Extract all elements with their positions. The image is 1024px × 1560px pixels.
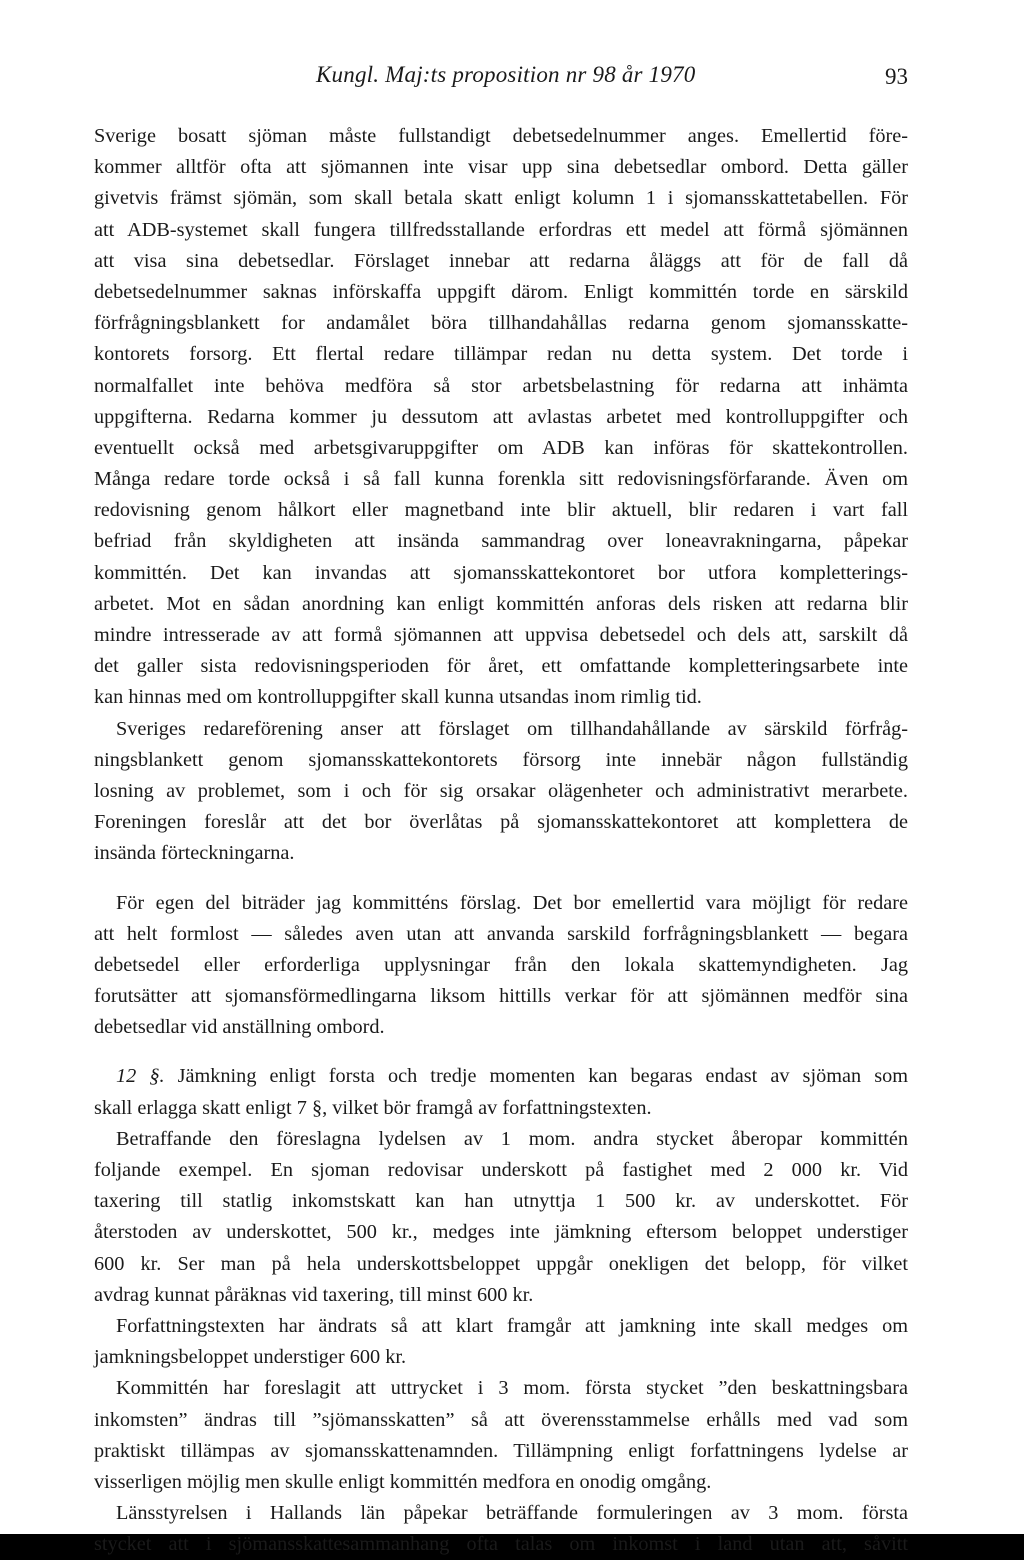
text-line: Sverige bosatt sjöman måste fullstandigt debetsedelnummer anges. Emellertid före- [94, 125, 908, 147]
text-line: losning av problemet, som i och för sig orsakar olägenheter och administrativt merarbete. [94, 779, 908, 802]
text-line [94, 1061, 908, 1092]
section-text: Jämkning enligt forsta och tredje momenten kan begaras endast av sjöman som [164, 1065, 909, 1088]
text-line: inkomsten” ändras till ”sjömansskatten” så att överensstammelse erhålls med vad som [94, 1408, 908, 1431]
page-number: 93 [885, 64, 908, 89]
paragraph-ministers-view [94, 888, 908, 1044]
text-line: avdrag kunnat påräknas vid taxering, till minst 600 kr. [94, 1283, 534, 1306]
text-line: Forfattningstexten har ändrats så att klart framgår att jamkning inte skall medges om [116, 1314, 908, 1337]
text-line: skall erlagga skatt enligt 7 §, vilket bör framgå av forfattningstexten. [94, 1096, 652, 1119]
text-line: mindre intresserade av att formå sjömannen att uppvisa debetsedel och dels att, sarskilt då [94, 624, 908, 646]
text-line: Betraffande den föreslagna lydelsen av 1 mom. andra stycket åberopar kommittén [116, 1127, 908, 1150]
body-text [94, 121, 908, 1560]
text-line: 600 kr. Ser man på hela underskottsbeloppet uppgår onekligen det belopp, för vilket [94, 1252, 908, 1275]
paragraph-gap [94, 870, 908, 888]
text-line: givetvis främst sjömän, som skall betala skatt enligt kolumn 1 i sjomansskattetabellen. För [94, 187, 908, 210]
text-line: befriad från skyldigheten att insända sammandrag over loneavrakningarna, påpekar [94, 530, 908, 553]
text-line: jamkningsbeloppet understiger 600 kr. [94, 1346, 407, 1369]
text-line: det galler sista redovisningsperioden för året, ett omfattande kompletteringsarbete inte [94, 655, 908, 678]
text-line: foljande exempel. En sjoman redovisar underskott på fastighet med 2 000 kr. Vid [94, 1159, 908, 1181]
text-line: praktiskt tillämpas av sjomansskattenamnden. Tillämpning enligt forfattningens lydelse ar [94, 1439, 908, 1462]
text-line: Många redare torde också i så fall kunna forenkla sitt redovisningsförfarande. Även om [94, 468, 908, 491]
text-line: förfrågningsblankett for andamålet böra tillhandahållas redarna genom sjomansskatte- [94, 312, 908, 335]
text-line: att helt formlost — således aven utan att anvanda sarskild forfrågningsblankett — begara [94, 922, 908, 945]
text-line: eventuellt också med arbetsgivaruppgifter om ADB kan införas för skattekontrollen. [94, 436, 908, 459]
text-line: uppgifterna. Redarna kommer ju dessutom att avlastas arbetet med kontrolluppgifter och [94, 405, 908, 428]
text-line: stycket att i sjömansskattesammanhang ofta talas om inkomst i land utan att, såvitt [94, 1533, 908, 1556]
text-line: Länsstyrelsen i Hallands län påpekar beträffande formuleringen av 3 mom. första [116, 1502, 908, 1525]
text-line: debetsedel eller erforderliga upplysningar från den lokala skattemyndigheten. Jag [94, 953, 908, 976]
text-line: Kommittén har foreslagit att uttrycket i 3 mom. första stycket ”den beskattningsbara [116, 1377, 908, 1400]
text-line: normalfallet inte behöva medföra så stor arbetsbelastning för redarna att inhämta [94, 374, 908, 397]
text-line: att visa sina debetsedlar. Förslaget innebar att redarna åläggs att för de fall då [94, 249, 908, 272]
text-line: forutsätter att sjomansförmedlingarna liksom hittills verkar för att sjömännen medför sina [94, 985, 908, 1008]
text-line: insända förteckningarna. [94, 842, 295, 865]
section-12 [94, 1061, 908, 1560]
paragraph-debetsedelnummer [94, 121, 908, 714]
page-header [94, 62, 908, 98]
text-line: visserligen möjlig men skulle enligt kommittén medfora en onodig omgång. [94, 1470, 712, 1493]
text-line: Sveriges redareförening anser att förslaget om tillhandahållande av särskild förfråg- [116, 717, 908, 740]
paragraph-gap [94, 1043, 908, 1061]
text-line: återstoden av underskottet, 500 kr., medges inte jämkning eftersom beloppet understiger [94, 1221, 908, 1244]
text-line: arbetet. Mot en sådan anordning kan enligt kommittén anforas dels risken att redarna blir [94, 592, 908, 615]
section-number: 12 §. [116, 1065, 165, 1088]
text-line: redovisning genom hålkort eller magnetband inte blir aktuell, blir redaren i vart fall [94, 499, 908, 522]
text-line: att ADB-systemet skall fungera tillfredsstallande erfordras ett medel att förmå sjömännen [94, 218, 908, 241]
text-line: kommittén. Det kan invandas att sjomansskattekontoret bor utfora kompletterings- [94, 561, 908, 584]
paragraph-redareforening [94, 714, 908, 870]
text-line: kan hinnas med om kontrolluppgifter skall kunna utsandas inom rimlig tid. [94, 686, 702, 709]
text-line: taxering till statlig inkomstskatt kan han utnyttja 1 500 kr. av underskottet. För [94, 1190, 908, 1213]
text-line: ningsblankett genom sjomansskattekontorets försorg inte innebär någon fullständig [94, 748, 908, 771]
text-line: För egen del biträder jag kommitténs förslag. Det bor emellertid vara möjligt för redare [116, 891, 908, 914]
running-title: Kungl. Maj:ts proposition nr 98 år 1970 [316, 62, 696, 87]
text-line: kommer alltför ofta att sjömannen inte visar upp sina debetsedlar ombord. Detta gäller [94, 156, 908, 179]
text-line: debetsedelnummer saknas införskaffa uppgift därom. Enligt kommittén torde en särskild [94, 280, 908, 303]
text-line: Foreningen foreslår att det bor överlåtas på sjomansskattekontoret att komplettera de [94, 811, 908, 834]
text-line: kontorets forsorg. Ett flertal redare tillämpar redan nu detta system. Det torde i [94, 343, 908, 366]
text-line: debetsedlar vid anställning ombord. [94, 1016, 385, 1039]
